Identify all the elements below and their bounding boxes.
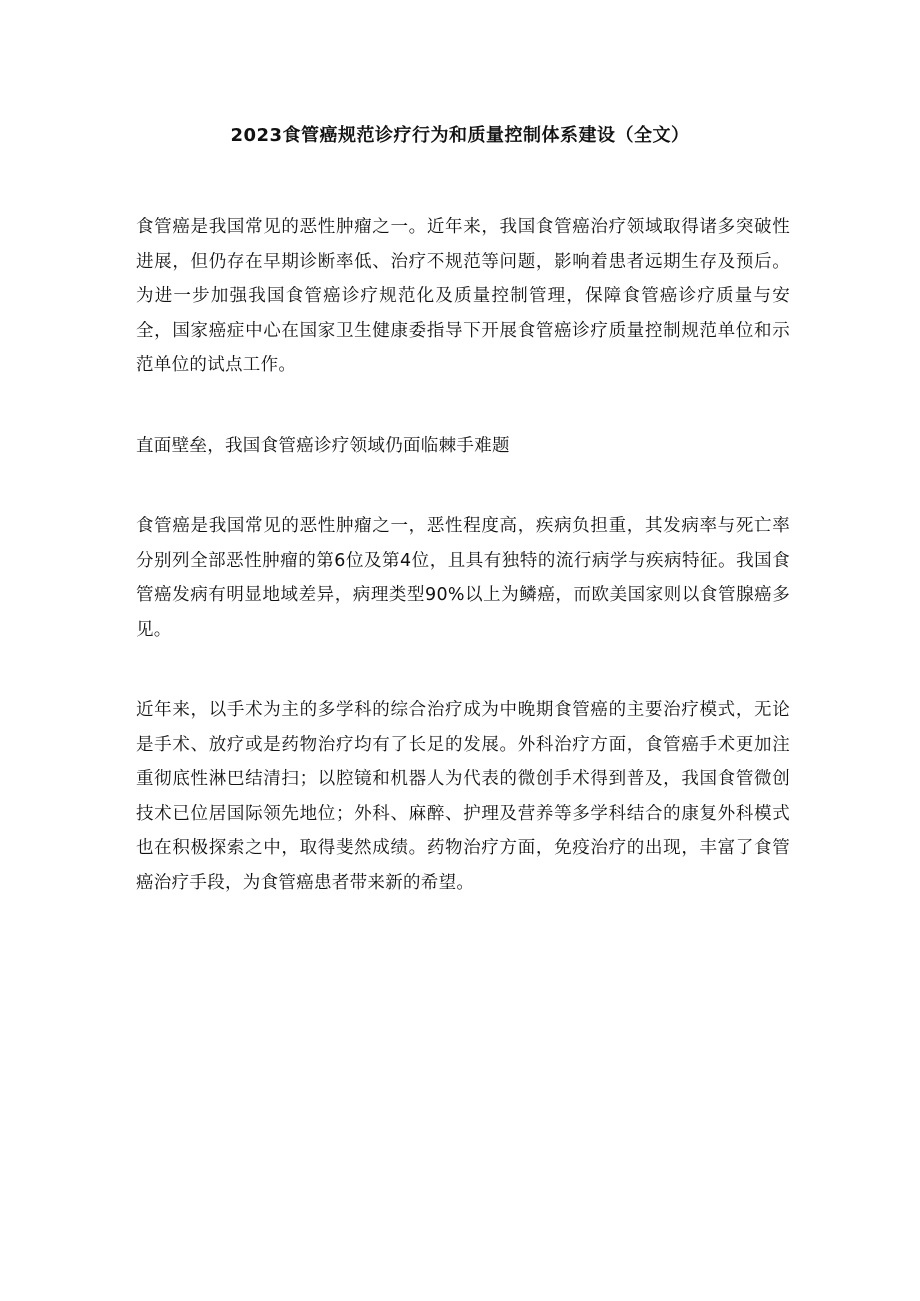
- document-title: 2023食管癌规范诊疗行为和质量控制体系建设（全文）: [230, 125, 690, 146]
- paragraph-gap: [136, 647, 790, 693]
- paragraph-intro: 食管癌是我国常见的恶性肿瘤之一。近年来，我国食管癌治疗领域取得诸多突破性进展，但仍存在早期诊断率低、治疗不规范等问题，影响着患者远期生存及预后。为进一步加强我国食管癌诊疗规范化及质量控制管理，保障食管癌诊疗质量与安全，国家癌症中心在国家卫生健康委指导下开展食管癌诊疗质量控制规范单位和示范单位的试点工作。: [136, 217, 790, 375]
- paragraph-gap: [136, 463, 790, 509]
- section-heading: 直面壁垒，我国食管癌诊疗领域仍面临棘手难题: [136, 435, 510, 456]
- document-body: [136, 210, 790, 900]
- paragraph-gap: [136, 383, 790, 429]
- paragraph-treatment: 近年来，以手术为主的多学科的综合治疗成为中晚期食管癌的主要治疗模式，无论是手术、放疗或是药物治疗均有了长足的发展。外科治疗方面，食管癌手术更加注重彻底性淋巴结清扫；以腔镜和机器人为代表的微创手术得到普及，我国食管微创技术已位居国际领先地位；外科、麻醉、护理及营养等多学科结合的康复外科模式也在积极探索之中，取得斐然成绩。药物治疗方面，免疫治疗的出现，丰富了食管癌治疗手段，为食管癌患者带来新的希望。: [136, 700, 790, 893]
- paragraph-epidemiology: 食管癌是我国常见的恶性肿瘤之一，恶性程度高，疾病负担重，其发病率与死亡率分别列全部恶性肿瘤的第6位及第4位，且具有独特的流行病学与疾病特征。我国食管癌发病有明显地域差异，病理类型90%以上为鳞癌，而欧美国家则以食管腺癌多见。: [136, 516, 790, 640]
